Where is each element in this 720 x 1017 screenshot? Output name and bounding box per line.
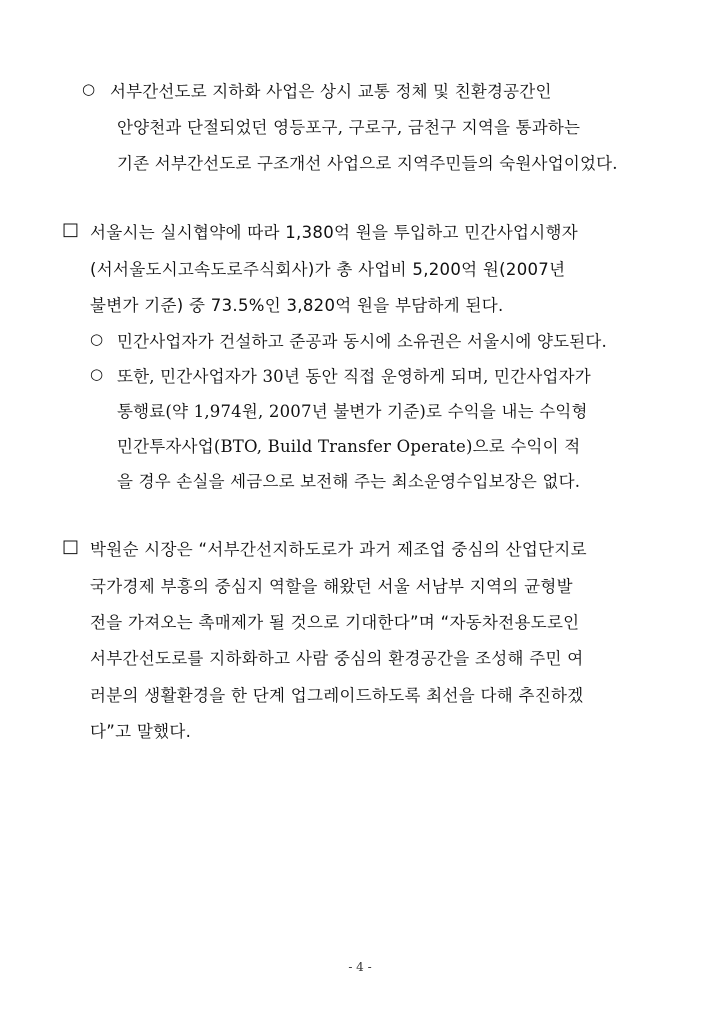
subitem-line: 통행료(약 1,974원, 2007년 불변가 기준)로 수익을 내는 수익형 bbox=[117, 402, 588, 421]
paragraph-line: 러분의 생활환경을 한 단계 업그레이드하도록 최선을 다해 추진하겠 bbox=[90, 686, 584, 705]
subitem-line: 을 경우 손실을 세금으로 보전해 주는 최소운영수입보장은 없다. bbox=[117, 472, 581, 491]
paragraph-line: 서부간선도로를 지하화하고 사람 중심의 환경공간을 조성해 주민 여 bbox=[90, 649, 584, 668]
square-bullet-icon: □ bbox=[62, 536, 80, 557]
paragraph-line: 서부간선도로 지하화 사업은 상시 교통 정체 및 친환경공간인 bbox=[110, 82, 552, 101]
square-bullet-icon: □ bbox=[62, 219, 80, 240]
circle-bullet-icon: ○ bbox=[82, 80, 96, 98]
paragraph-line: 전을 가져오는 촉매제가 될 것으로 기대한다”며 “자동차전용도로인 bbox=[90, 613, 580, 632]
paragraph-line: 안양천과 단절되었던 영등포구, 구로구, 금천구 지역을 통과하는 bbox=[117, 118, 581, 137]
subitem-line: 민간사업자가 건설하고 준공과 동시에 소유권은 서울시에 양도된다. bbox=[117, 332, 608, 351]
paragraph-line: 박원순 시장은 “서부간선지하도로가 과거 제조업 중심의 산업단지로 bbox=[90, 540, 587, 559]
circle-bullet-icon: ○ bbox=[90, 330, 104, 348]
subitem-line: 또한, 민간사업자가 30년 동안 직접 운영하게 되며, 민간사업자가 bbox=[117, 367, 591, 386]
circle-bullet-icon: ○ bbox=[90, 365, 104, 383]
paragraph-line: 다”고 말했다. bbox=[90, 722, 192, 741]
paragraph-line: 서울시는 실시협약에 따라 1,380억 원을 투입하고 민간사업시행자 bbox=[90, 223, 578, 242]
paragraph-line: 기존 서부간선도로 구조개선 사업으로 지역주민들의 숙원사업이었다. bbox=[117, 154, 618, 173]
subitem-line: 민간투자사업(BTO, Build Transfer Operate)으로 수익이 적 bbox=[117, 437, 581, 456]
paragraph-line: (서서울도시고속도로주식회사)가 총 사업비 5,200억 원(2007년 bbox=[90, 260, 566, 279]
page-number: - 4 - bbox=[348, 960, 372, 974]
paragraph-line: 불변가 기준) 중 73.5%인 3,820억 원을 부담하게 된다. bbox=[90, 296, 504, 315]
paragraph-line: 국가경제 부흥의 중심지 역할을 해왔던 서울 서남부 지역의 균형발 bbox=[90, 577, 573, 596]
